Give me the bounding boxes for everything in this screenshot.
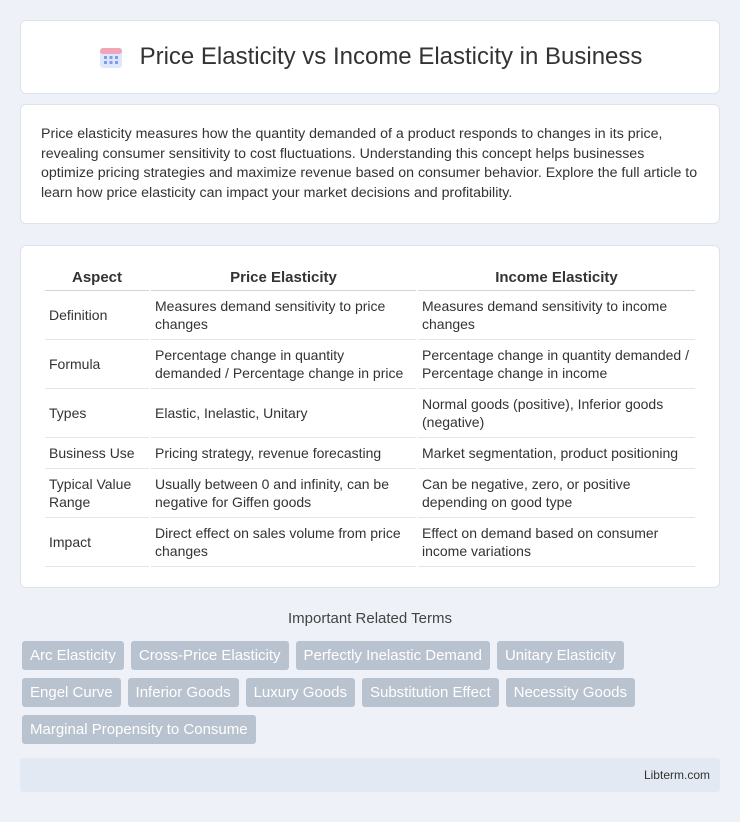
cell-income-elasticity: Normal goods (positive), Inferior goods (negative) <box>418 389 695 438</box>
comparison-table-card <box>20 245 720 588</box>
column-header-income-elasticity: Income Elasticity <box>418 266 695 291</box>
cell-aspect: Typical Value Range <box>45 469 149 518</box>
column-header-price-elasticity: Price Elasticity <box>151 266 416 291</box>
page-title: Price Elasticity vs Income Elasticity in Business <box>139 43 643 70</box>
cell-price-elasticity: Percentage change in quantity demanded / Percentage change in price <box>151 340 416 389</box>
header-card <box>20 20 720 94</box>
cell-income-elasticity: Market segmentation, product positioning <box>418 438 695 469</box>
table-row <box>45 518 695 567</box>
table-row <box>45 469 695 518</box>
comparison-table <box>43 266 697 567</box>
footer <box>20 758 720 792</box>
cell-aspect: Business Use <box>45 438 149 469</box>
related-terms-list <box>20 641 720 744</box>
tag-luxury-goods[interactable]: Luxury Goods <box>246 678 355 707</box>
cell-income-elasticity: Percentage change in quantity demanded / Percentage change in income <box>418 340 695 389</box>
tag-arc-elasticity[interactable]: Arc Elasticity <box>22 641 124 670</box>
cell-aspect: Definition <box>45 291 149 340</box>
tag-engel-curve[interactable]: Engel Curve <box>22 678 121 707</box>
table-row <box>45 438 695 469</box>
table-header-row <box>45 266 695 291</box>
cell-income-elasticity: Measures demand sensitivity to income changes <box>418 291 695 340</box>
cell-price-elasticity: Elastic, Inelastic, Unitary <box>151 389 416 438</box>
tag-unitary-elasticity[interactable]: Unitary Elasticity <box>497 641 624 670</box>
tag-necessity-goods[interactable]: Necessity Goods <box>506 678 635 707</box>
tag-substitution-effect[interactable]: Substitution Effect <box>362 678 499 707</box>
cell-aspect: Formula <box>45 340 149 389</box>
tag-inferior-goods[interactable]: Inferior Goods <box>128 678 239 707</box>
tag-perfectly-inelastic-demand[interactable]: Perfectly Inelastic Demand <box>296 641 490 670</box>
cell-income-elasticity: Can be negative, zero, or positive depending on good type <box>418 469 695 518</box>
footer-site-link[interactable]: Libterm.com <box>643 768 710 782</box>
cell-price-elasticity: Usually between 0 and infinity, can be negative for Giffen goods <box>151 469 416 518</box>
cell-price-elasticity: Pricing strategy, revenue forecasting <box>151 438 416 469</box>
calendar-icon <box>98 44 124 70</box>
cell-aspect: Impact <box>45 518 149 567</box>
column-header-aspect: Aspect <box>45 266 149 291</box>
cell-price-elasticity: Measures demand sensitivity to price changes <box>151 291 416 340</box>
table-row <box>45 389 695 438</box>
table-row <box>45 340 695 389</box>
table-row <box>45 291 695 340</box>
tag-cross-price-elasticity[interactable]: Cross-Price Elasticity <box>131 641 289 670</box>
cell-price-elasticity: Direct effect on sales volume from price changes <box>151 518 416 567</box>
tag-marginal-propensity-to-consume[interactable]: Marginal Propensity to Consume <box>22 715 256 744</box>
intro-paragraph: Price elasticity measures how the quantity demanded of a product responds to changes in its price, revealing consumer sensitivity to cost fluctuations. Understanding this concept helps businesses optimize pricing strategies and maximize revenue based on consumer behavior. Explore the full article to learn how price elasticity can impact your market decisions and profitability. <box>20 104 720 224</box>
cell-aspect: Types <box>45 389 149 438</box>
cell-income-elasticity: Effect on demand based on consumer income variations <box>418 518 695 567</box>
related-terms-title: Important Related Terms <box>288 610 452 627</box>
